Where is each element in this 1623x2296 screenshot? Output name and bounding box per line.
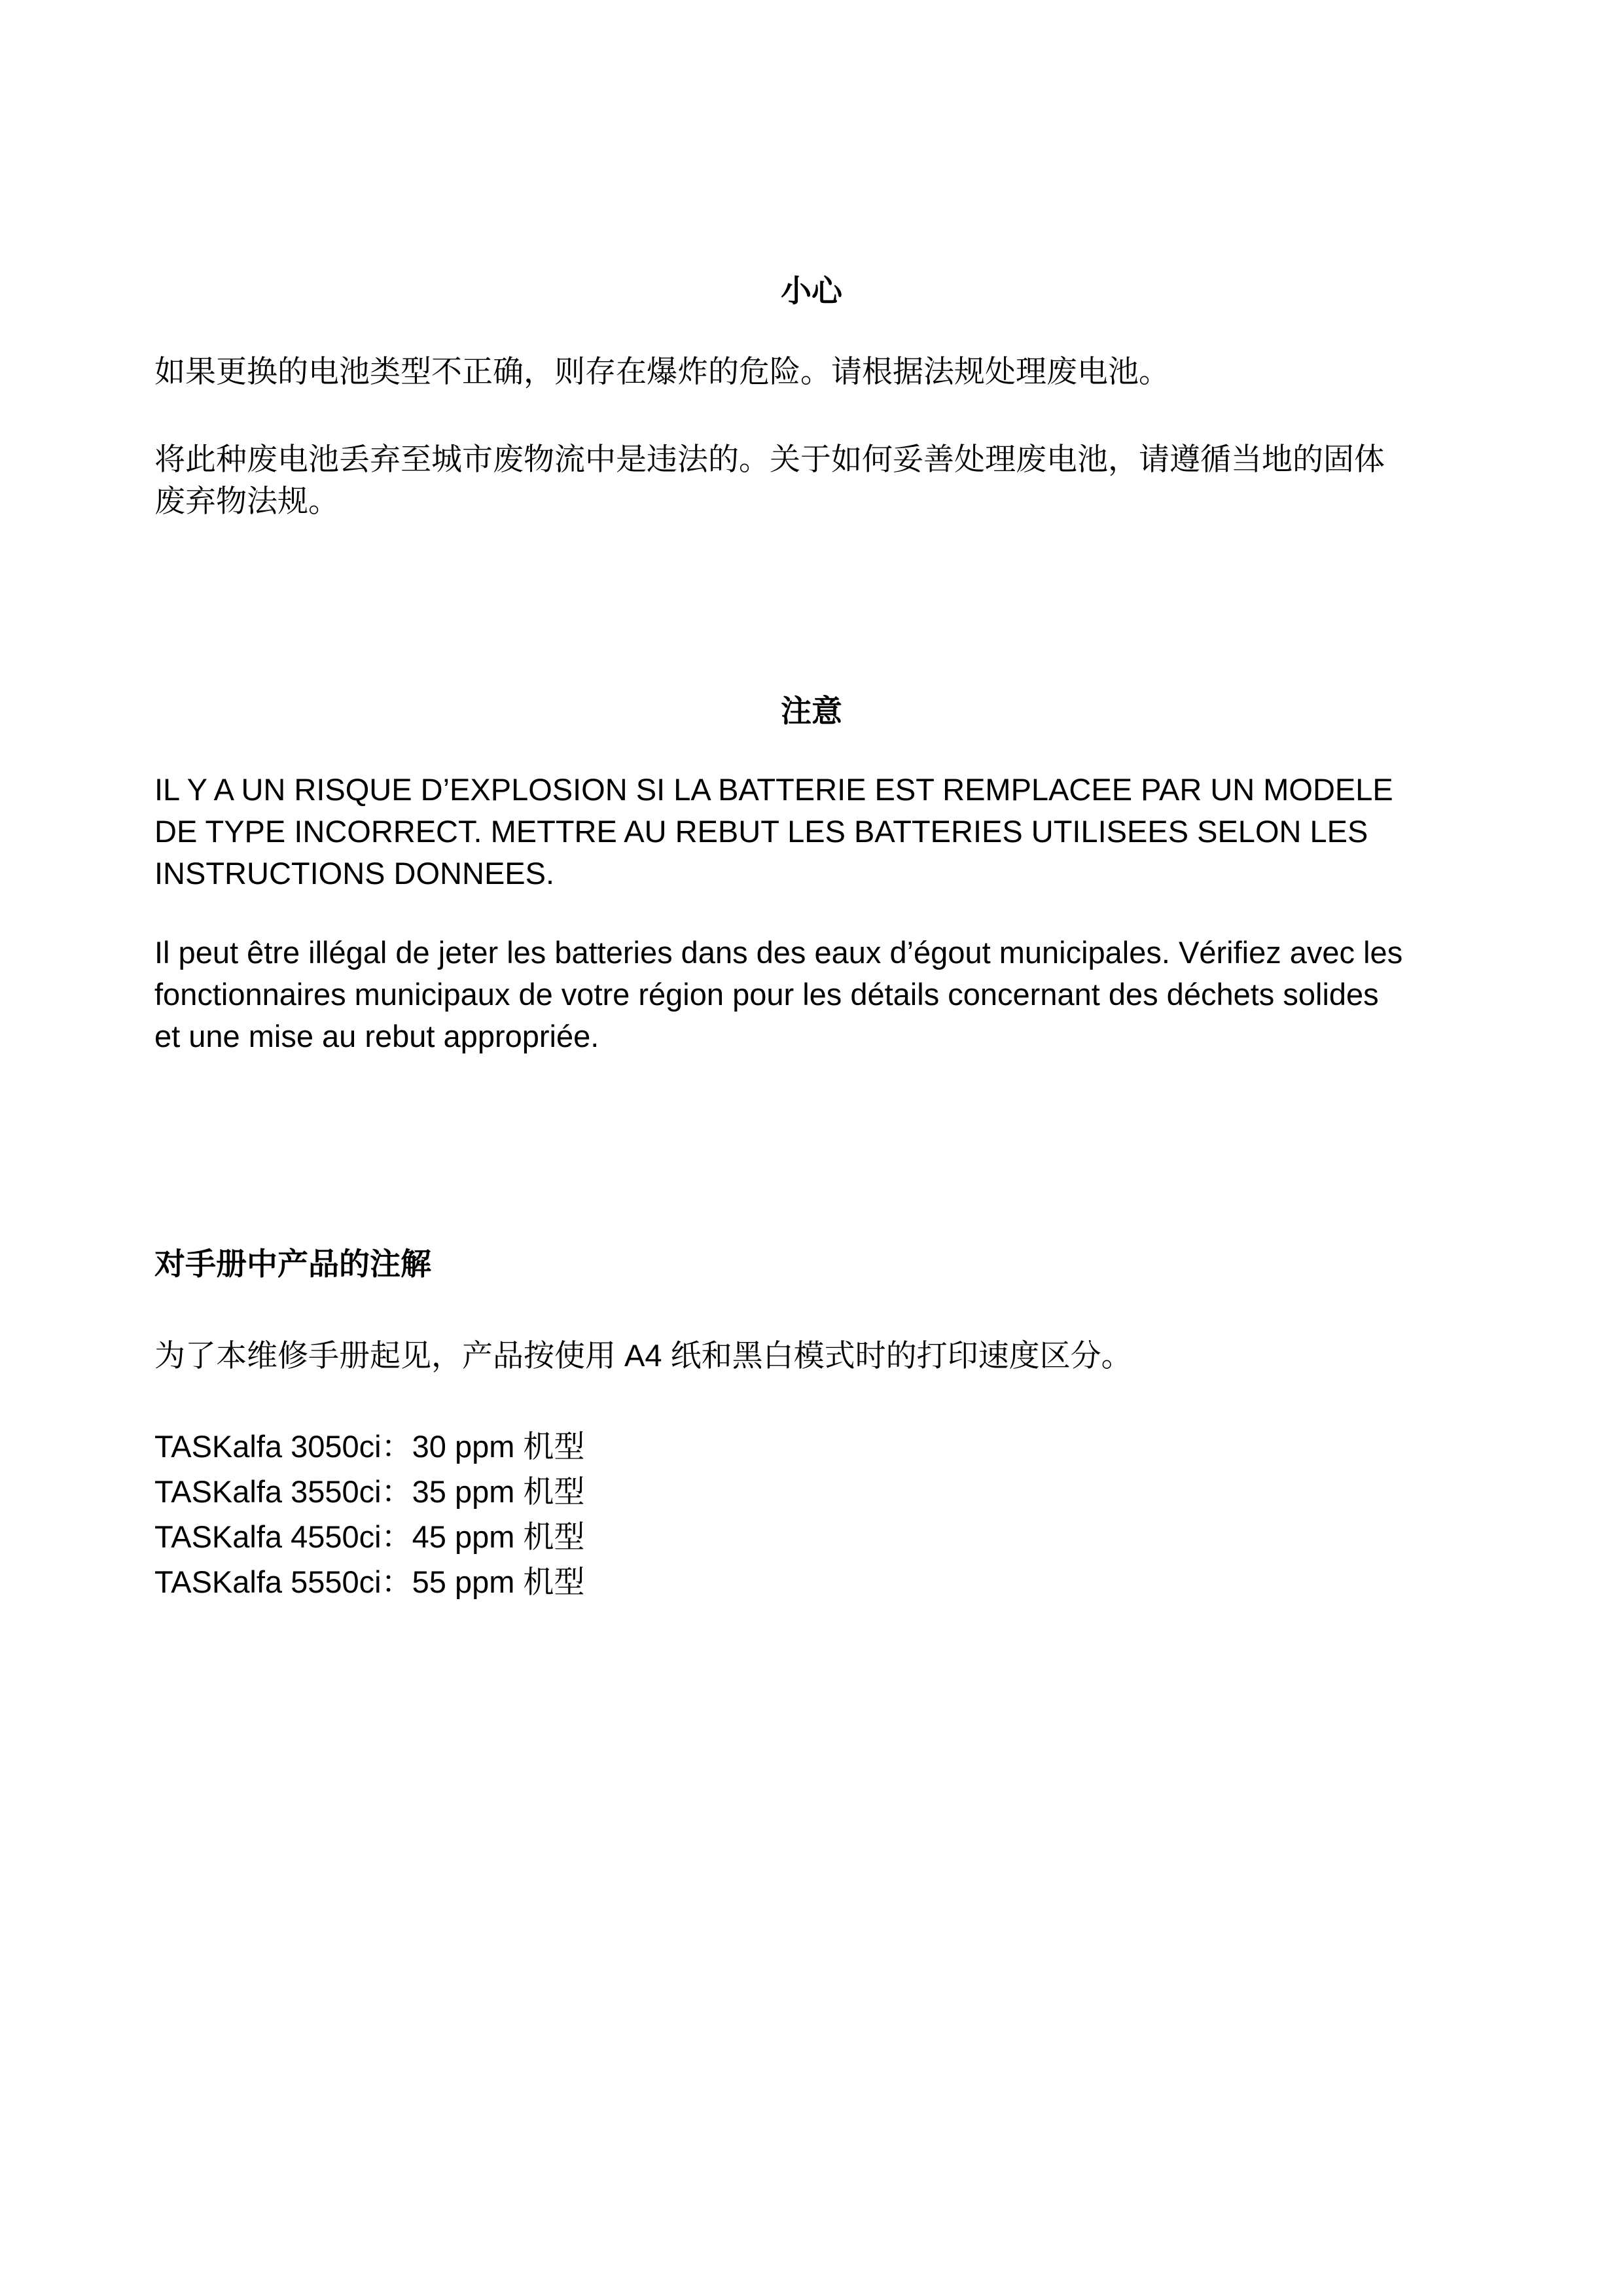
caution-paragraph-2-line-2: 废弃物法规。 — [154, 484, 339, 518]
model-list-item: TASKalfa 3050ci：30 ppm 机型 — [154, 1429, 585, 1464]
product-notes-intro: 为了本维修手册起见，产品按使用 A4 纸和黑白模式时的打印速度区分。 — [154, 1338, 1132, 1373]
attention-paragraph-1-line-2: DE TYPE INCORRECT. METTRE AU REBUT LES BATTERIES UTILISEES SELON LES — [154, 814, 1368, 849]
model-list-item: TASKalfa 4550ci：45 ppm 机型 — [154, 1519, 585, 1554]
model-list — [154, 1424, 1470, 1604]
model-list-item: TASKalfa 3550ci：35 ppm 机型 — [154, 1474, 585, 1509]
attention-paragraph-2-line-2: fonctionnaires municipaux de votre région pour les détails concernant des déchets solides — [154, 977, 1379, 1012]
caution-paragraph-1: 如果更换的电池类型不正确，则存在爆炸的危险。请根据法规处理废电池。 — [154, 354, 1169, 389]
attention-paragraph-2-line-3: et une mise au rebut appropriée. — [154, 1019, 599, 1053]
model-list-item: TASKalfa 5550ci：55 ppm 机型 — [154, 1564, 585, 1599]
attention-paragraph-1-line-3: INSTRUCTIONS DONNEES. — [154, 856, 555, 891]
attention-paragraph-2-line-1: Il peut être illégal de jeter les batteries dans des eaux d’égout municipales. Vérifiez avec les — [154, 935, 1403, 970]
caution-paragraph-2-line-1: 将此种废电池丢弃至城市废物流中是违法的。关于如何妥善处理废电池，请遵循当地的固体 — [154, 442, 1385, 476]
caution-heading: 小心 — [781, 274, 842, 308]
attention-paragraph-1 — [154, 769, 1470, 894]
attention-paragraph-2 — [154, 932, 1470, 1057]
caution-paragraph-2 — [154, 438, 1470, 522]
attention-heading: 注意 — [781, 694, 842, 728]
product-notes-heading: 对手册中产品的注解 — [154, 1246, 431, 1281]
attention-paragraph-1-line-1: IL Y A UN RISQUE D’EXPLOSION SI LA BATTERIE EST REMPLACEE PAR UN MODELE — [154, 772, 1393, 807]
